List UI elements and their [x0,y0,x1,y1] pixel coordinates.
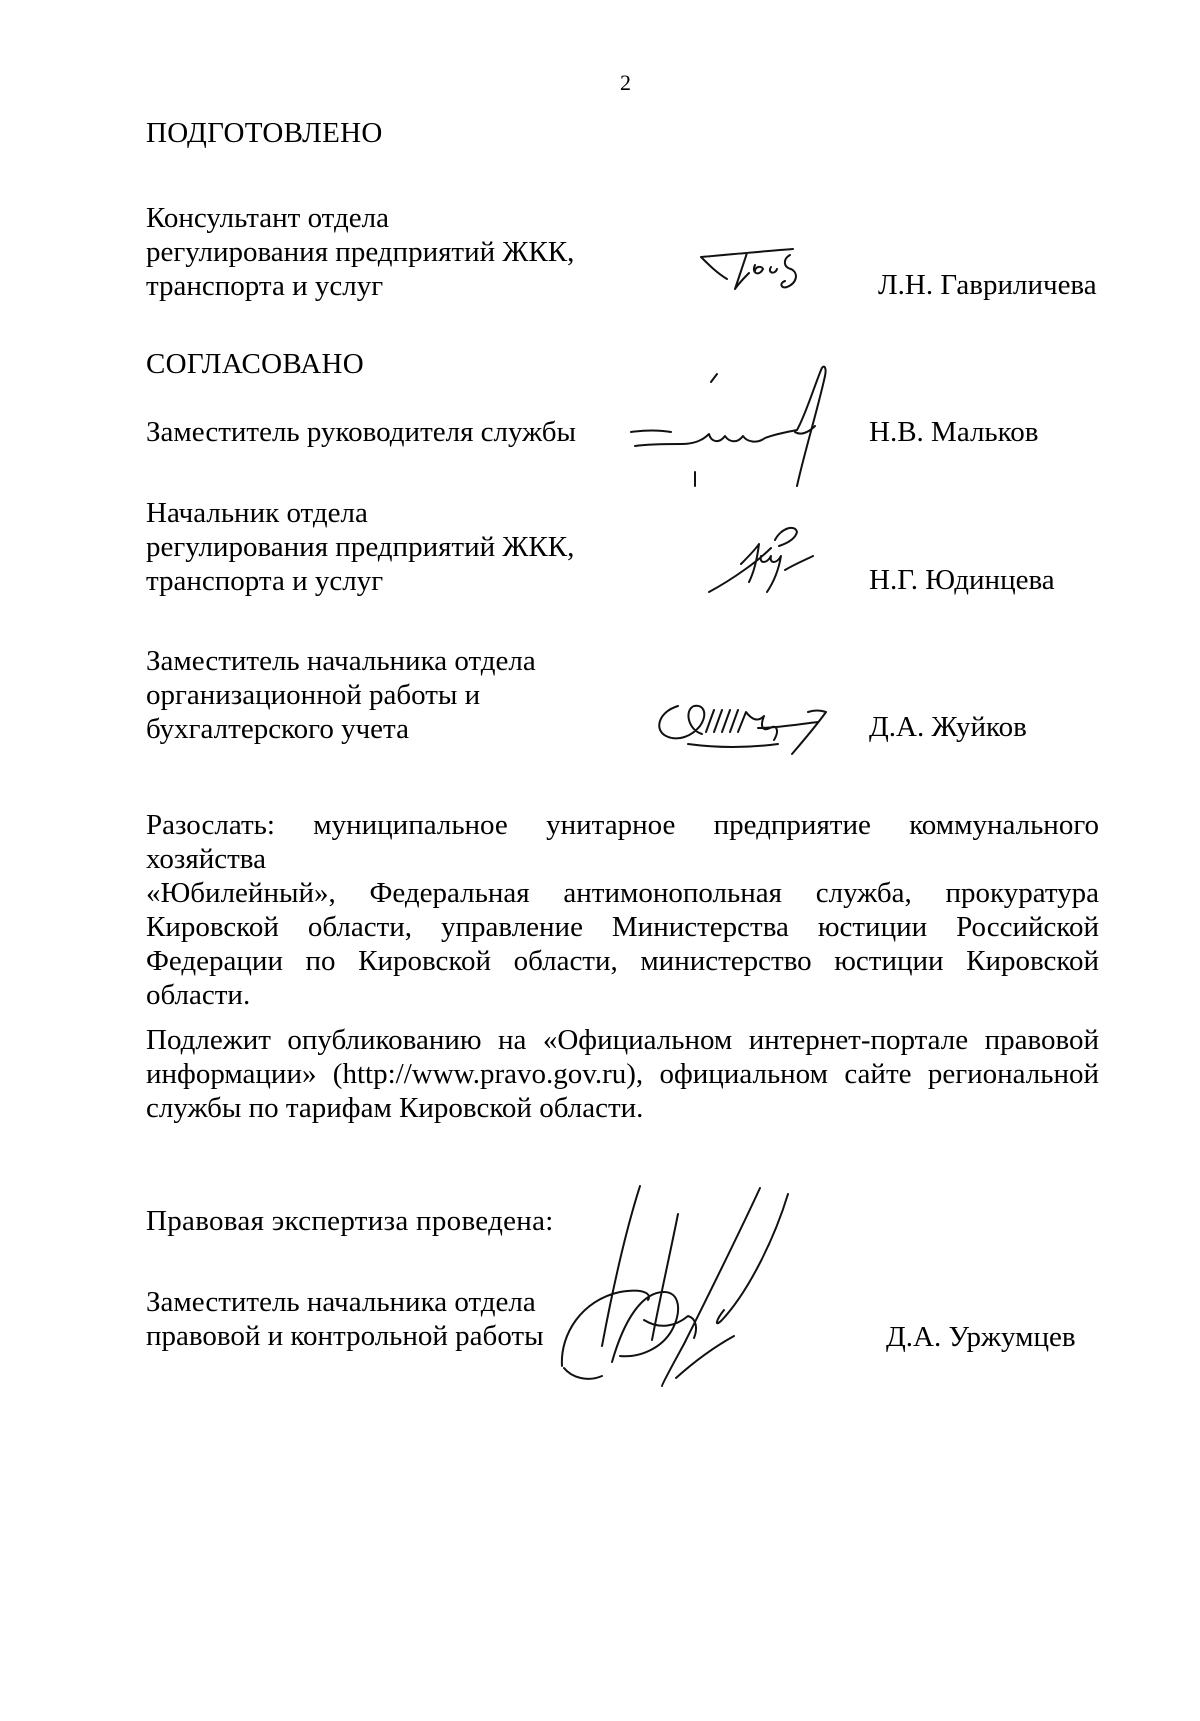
prepared-position [146,201,574,303]
signature-malkov [625,360,885,510]
approver-position [146,415,576,449]
position-line: транспорта и услуг [146,565,384,597]
signature-yudintseva [705,520,825,600]
signatory-name: Д.А. Жуйков [869,711,1027,743]
paragraph-line: информации» (http://www.pravo.gov.ru), официальном сайте региональной [146,1058,1099,1090]
paragraph-line: Кировской области, управление Министерства юстиции Российской [146,911,1099,943]
position-line: организационной работы и [146,679,481,711]
position-line: бухгалтерского учета [146,713,409,745]
position-line: Консультант отдела [146,202,389,234]
paragraph-line: службы по тарифам Кировской области. [146,1092,644,1124]
signatory-name: Н.Г. Юдинцева [869,564,1055,596]
position-line: Заместитель начальника отдела [146,645,536,677]
position-line: транспорта и услуг [146,270,384,302]
signature-zhuykov [648,686,858,766]
signatory-name: Л.Н. Гавриличева [878,269,1097,301]
signatory-name: Д.А. Уржумцев [886,1321,1076,1353]
paragraph-line: Подлежит опубликованию на «Официальном интернет-портале правовой [146,1024,1099,1056]
position-line: Заместитель руководителя службы [146,416,577,448]
legal-review-position [146,1285,544,1353]
position-line: регулирования предприятий ЖКК, [146,531,575,563]
distribution-paragraph [146,808,1099,1012]
page-number: 2 [620,70,631,95]
position-line: Начальник отдела [146,497,368,529]
legal-review-heading: Правовая экспертиза проведена: [146,1205,554,1237]
paragraph-line: Разослать: муниципальное унитарное предприятие коммунального хозяйства [146,809,1099,875]
approved-heading: СОГЛАСОВАНО [146,348,364,380]
approver-position [146,496,574,598]
paragraph-line: области. [146,979,251,1011]
position-line: Заместитель начальника отдела [146,1286,536,1318]
publication-paragraph [146,1023,1099,1125]
position-line: регулирования предприятий ЖКК, [146,236,575,268]
signature-urzhumtsev [548,1170,848,1395]
paragraph-line: Федерации по Кировской области, министерство юстиции Кировской [146,945,1099,977]
paragraph-line: «Юбилейный», Федеральная антимонопольная служба, прокуратура [146,877,1099,909]
signatory-name: Н.В. Мальков [869,416,1039,448]
signature-gavrilicheva [695,243,825,313]
position-line: правовой и контрольной работы [146,1320,544,1352]
approver-position [146,644,536,746]
prepared-heading: ПОДГОТОВЛЕНО [146,117,383,149]
